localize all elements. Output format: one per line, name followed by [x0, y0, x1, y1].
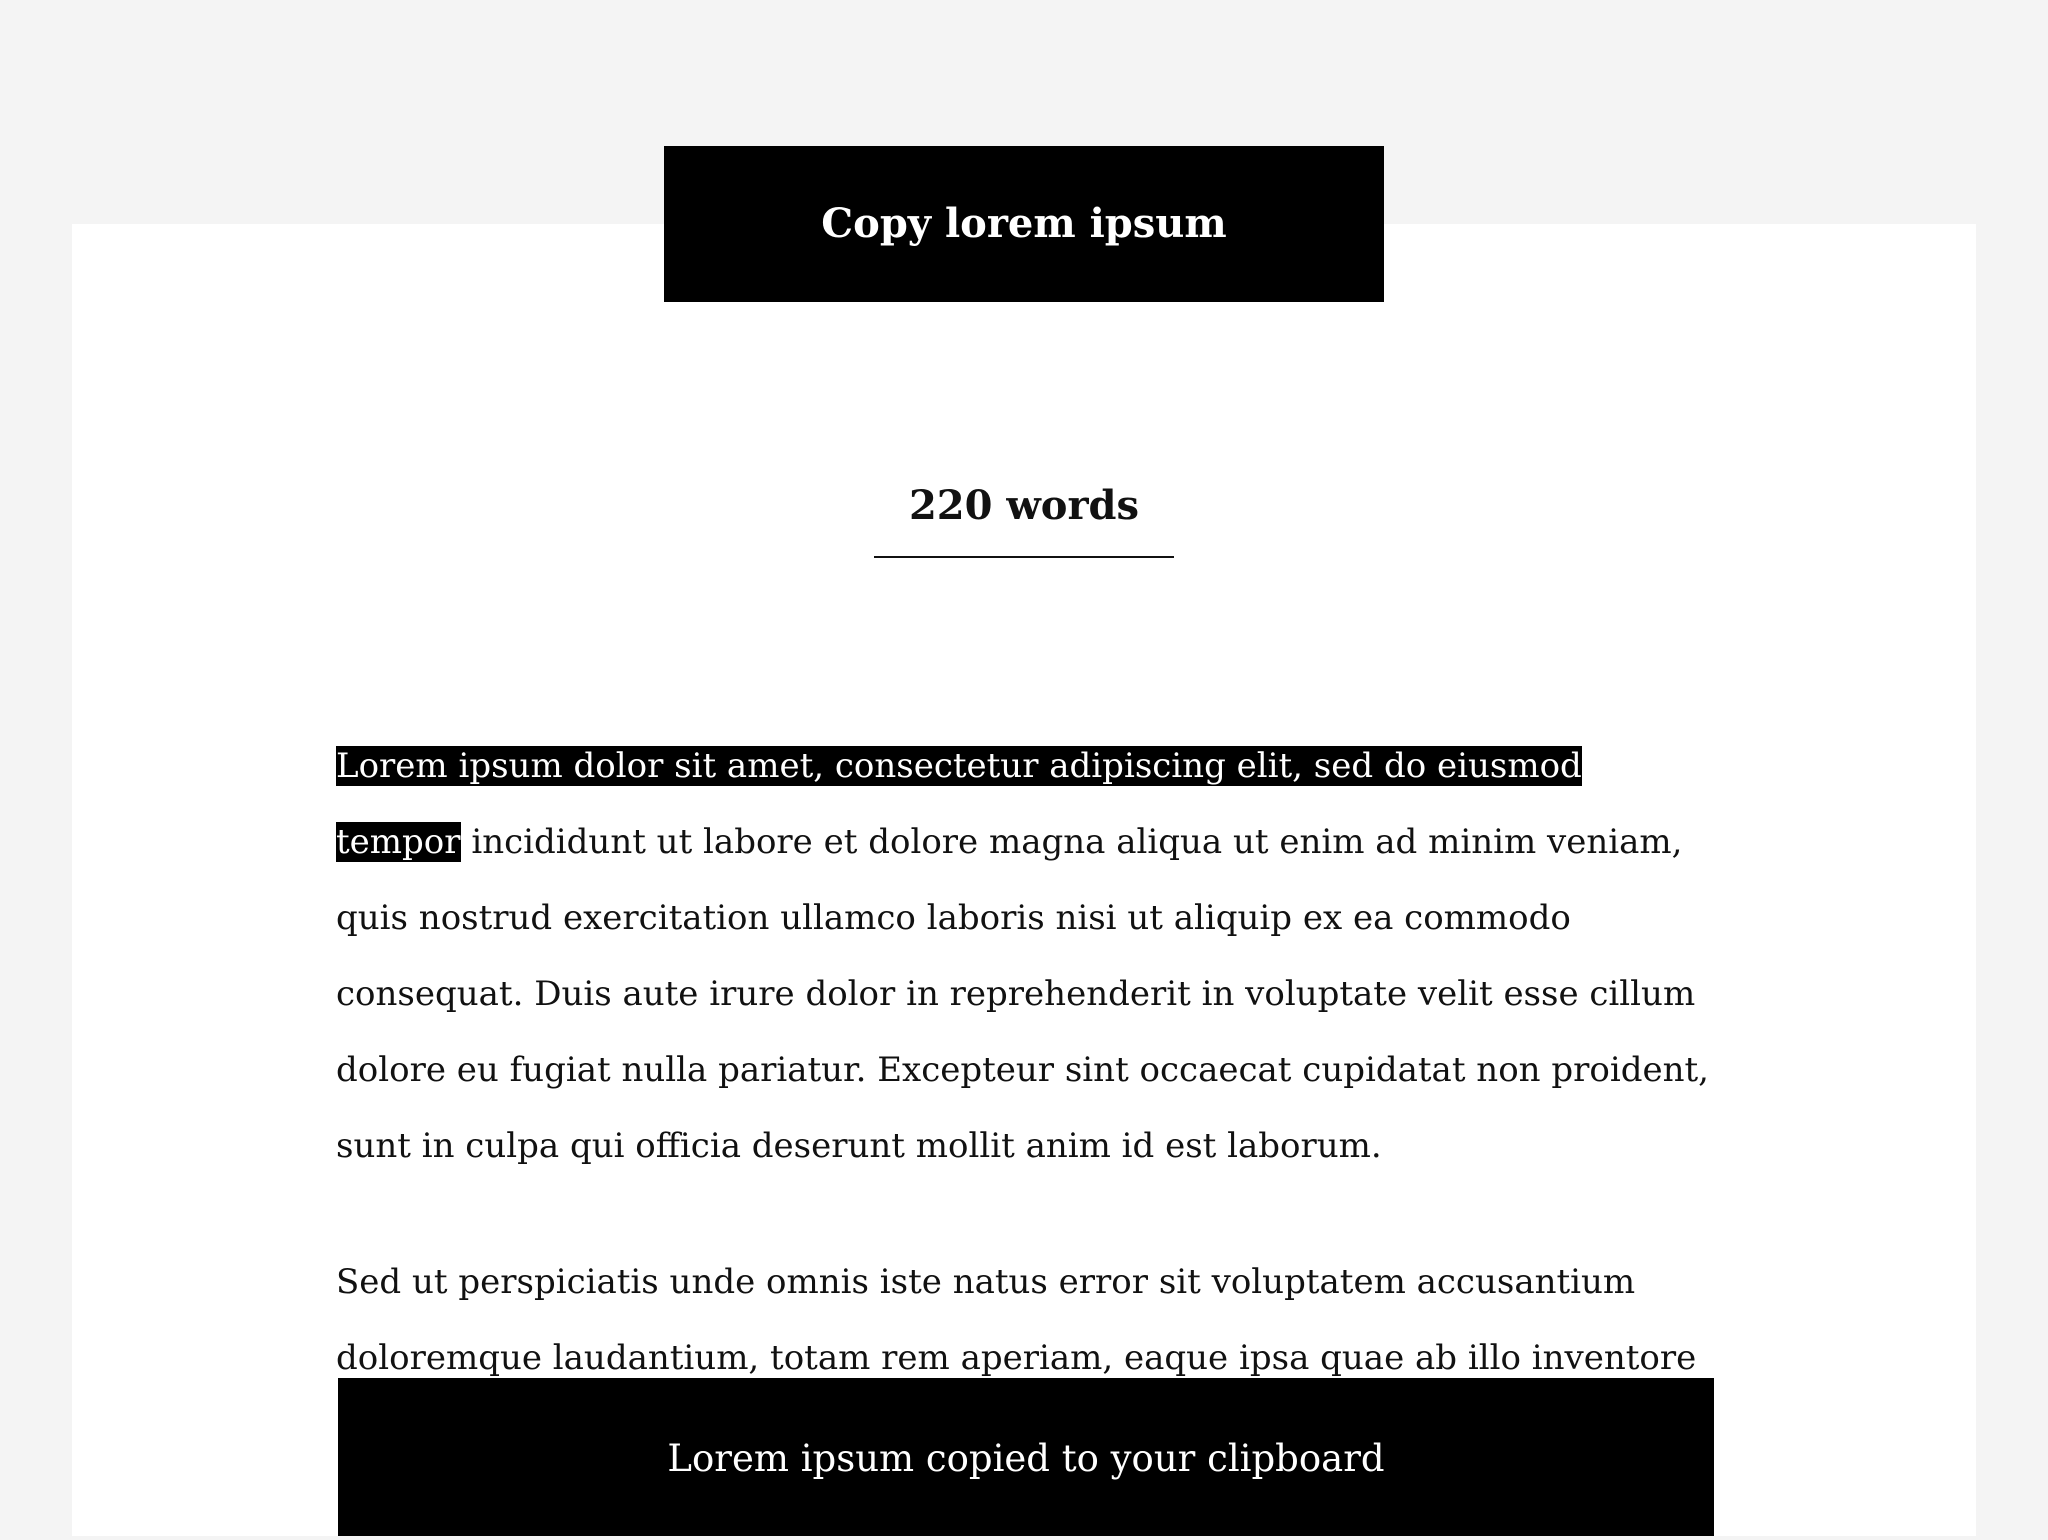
- clipboard-toast: Lorem ipsum copied to your clipboard: [338, 1378, 1714, 1536]
- selected-text[interactable]: Lorem ipsum dolor sit amet, consectetur adipiscing elit, sed do eiusmod tempor: [336, 746, 1582, 862]
- paragraph-2[interactable]: Sed ut perspiciatis unde omnis iste natus error sit voluptatem accusantium doloremque laudantium, totam rem aperiam, eaque ipsa quae ab illo inventore: [336, 1262, 1697, 1378]
- copy-lorem-ipsum-button[interactable]: Copy lorem ipsum: [664, 146, 1384, 302]
- paragraph-1-text[interactable]: incididunt ut labore et dolore magna aliqua ut enim ad minim veniam, quis nostrud exercitation ullamco laboris nisi ut aliquip ex ea commodo consequat. Duis aute irure dolor in reprehenderit in voluptate velit esse cillum dolore eu fugiat nulla pariatur. Excepteur sint occaecat cupidatat non proident, sunt in culpa qui officia deserunt mollit anim id est laborum.: [336, 822, 1709, 1166]
- lorem-ipsum-text[interactable]: [336, 728, 1716, 1456]
- divider: [874, 556, 1174, 558]
- paragraph-1[interactable]: [336, 728, 1716, 1184]
- word-count: 220 words: [908, 482, 1140, 529]
